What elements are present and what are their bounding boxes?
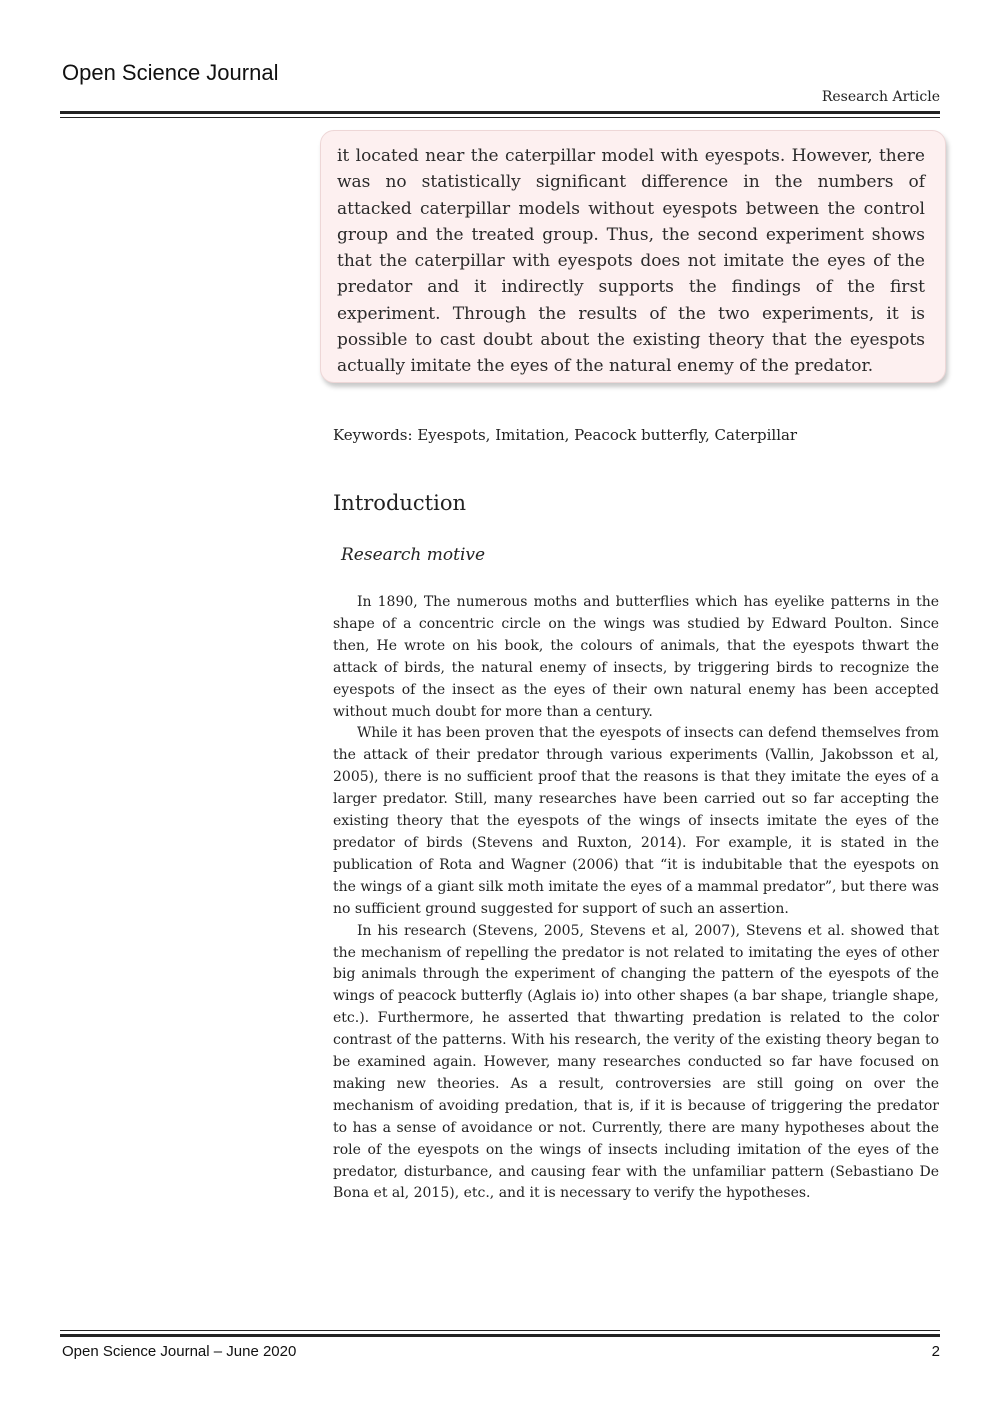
abstract-box bbox=[320, 130, 946, 383]
header-rule-thick bbox=[60, 111, 940, 114]
abstract-text: it located near the caterpillar model with eyespots. However, there was no statistically significant difference in the numbers of attacked caterpillar models without eyespots between the control group and the treated group. Thus, the second experiment shows that the caterpillar with eyespots does not imitate the eyes of the predator and it indirectly supports the findings of the first experiment. Through the results of the two experiments, it is possible to cast doubt about the existing theory that the eyespots actually imitate the eyes of the natural enemy of the predator. bbox=[337, 146, 925, 377]
keywords-line: Keywords: Eyespots, Imitation, Peacock butterfly, Caterpillar bbox=[333, 426, 798, 444]
footer-rule-thin bbox=[60, 1330, 940, 1331]
body-text bbox=[333, 592, 939, 1205]
body-paragraph: While it has been proven that the eyespots of insects can defend themselves from the attack of their predator through various experiments (Vallin, Jakobsson et al, 2005), there is no sufficient proof that the reasons is that they imitate the eyes of a larger predator. Still, many researches have been carried out so far accepting the existing theory that the eyespots of the wings of insects imitate the eyes of the predator of birds (Stevens and Ruxton, 2014). For example, it is stated in the publication of Rota and Wagner (2006) that “it is indubitable that the eyespots on the wings of a giant silk moth imitate the eyes of a mammal predator”, but there was no sufficient ground suggested for support of such an assertion. bbox=[333, 725, 939, 917]
article-type-label: Research Article bbox=[821, 89, 940, 105]
section-heading-introduction: Introduction bbox=[333, 491, 466, 515]
subsection-heading-research-motive: Research motive bbox=[341, 545, 486, 565]
body-paragraph: In his research (Stevens, 2005, Stevens et al, 2007), Stevens et al. showed that the mechanism of repelling the predator is not related to imitating the eyes of other big animals through the experiment of changing the pattern of the eyespots of the wings of peacock butterfly (Aglais io) into other shapes (a bar shape, triangle shape, etc.). Furthermore, he asserted that thwarting predation is related to the color contrast of the patterns. With his research, the verity of the existing theory began to be examined again. However, many researches conducted so far have focused on making new theories. As a result, controversies are still going on over the mechanism of avoiding predation, that is, if it is because of triggering the predator to has a sense of avoidance or not. Currently, there are many hypotheses about the role of the eyespots on the wings of insects including imitation of the eyes of the predator, disturbance, and causing fear with the unfamiliar pattern (Sebastiano De Bona et al, 2015), etc., and it is necessary to verify the hypotheses. bbox=[333, 922, 939, 1202]
page-number: 2 bbox=[931, 1343, 940, 1360]
journal-title: Open Science Journal bbox=[62, 60, 279, 85]
footer-journal-date: Open Science Journal – June 2020 bbox=[62, 1343, 297, 1360]
header-rule-thin bbox=[60, 117, 940, 118]
footer-rule-thick bbox=[60, 1334, 940, 1337]
body-paragraph: In 1890, The numerous moths and butterflies which has eyelike patterns in the shape of a concentric circle on the wings was studied by Edward Poulton. Since then, He wrote on his book, the colours of animals, that the eyespots thwart the attack of birds, the natural enemy of insects, by triggering birds to recognize the eyespots of the insect as the eyes of their own natural enemy has been accepted without much doubt for more than a century. bbox=[333, 594, 939, 720]
